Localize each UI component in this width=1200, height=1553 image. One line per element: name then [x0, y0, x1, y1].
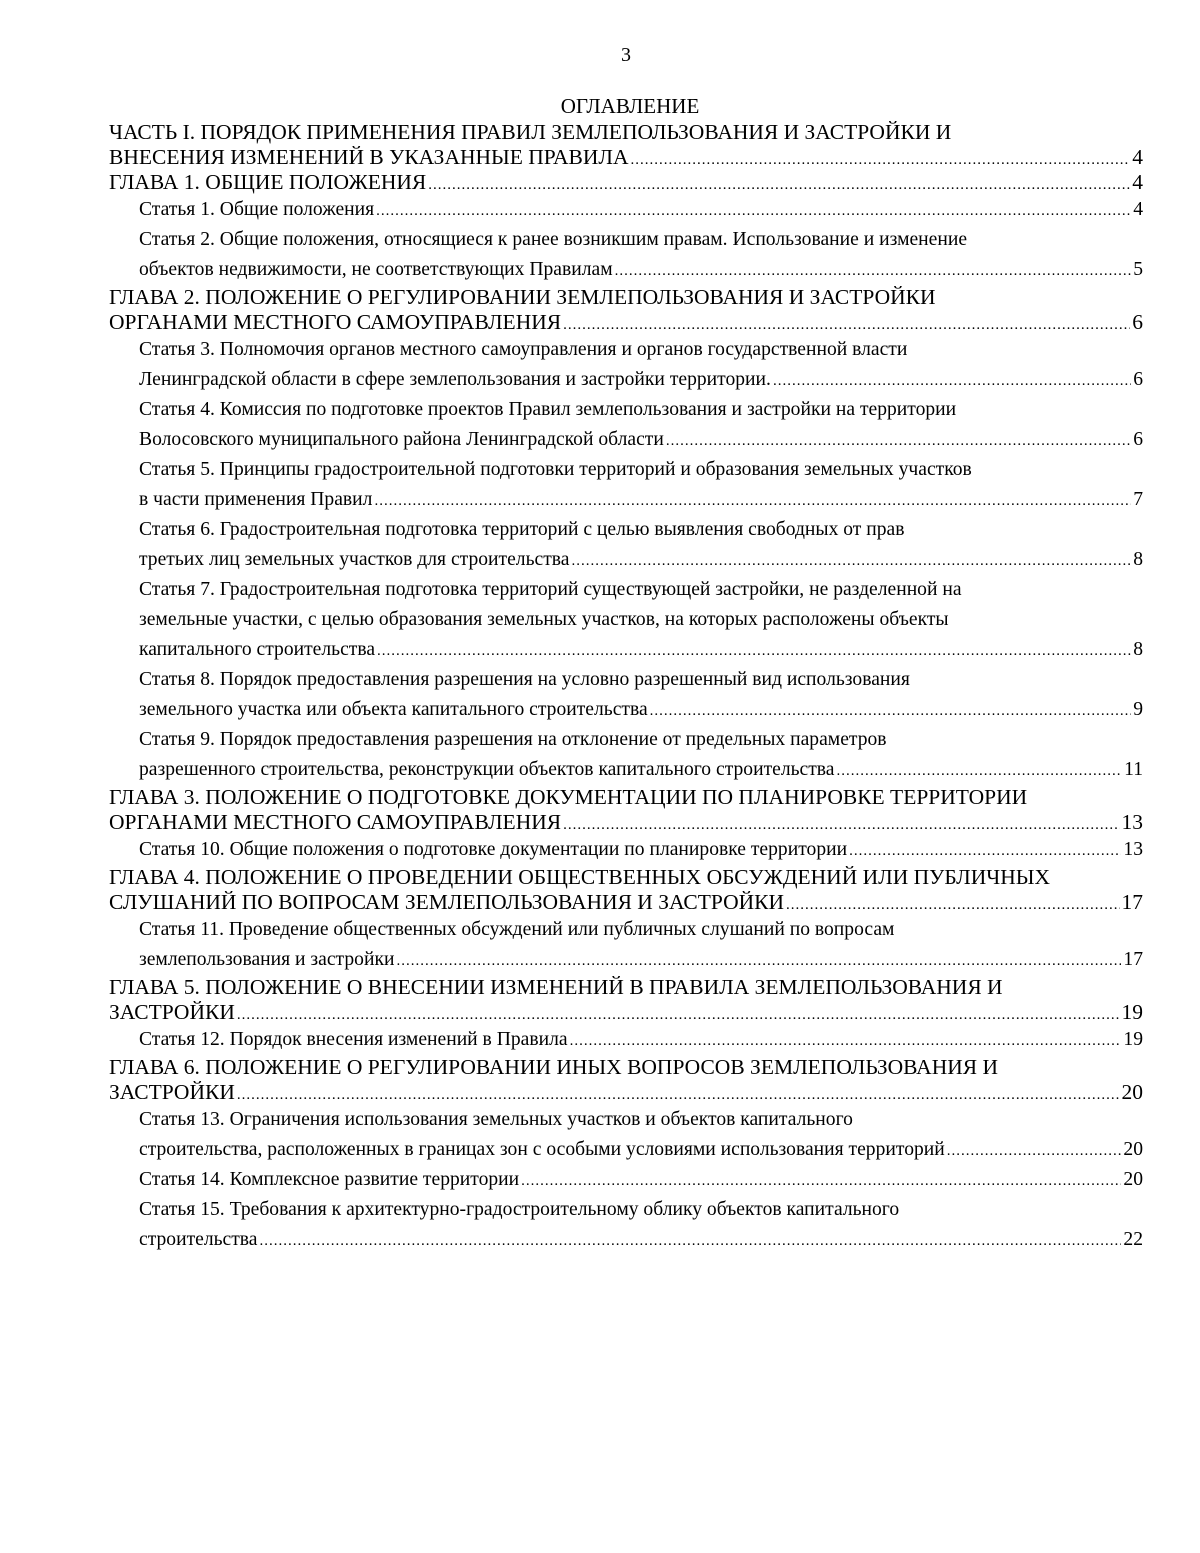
toc-page-number: 19: [1121, 1000, 1143, 1024]
dot-leader: [377, 636, 1131, 666]
toc-entry[interactable]: [109, 835, 1143, 865]
toc-entry[interactable]: [109, 395, 1143, 455]
page-number: 3: [621, 44, 631, 66]
toc-entry[interactable]: [109, 285, 1143, 335]
toc-entry-text: Статья 10. Общие положения о подготовке документации по планировке территории: [139, 839, 848, 860]
toc-entry[interactable]: [109, 785, 1143, 835]
dot-leader: [260, 1226, 1122, 1256]
toc-entry[interactable]: [109, 1105, 1143, 1165]
toc-entry-text: ГЛАВА 6. ПОЛОЖЕНИЕ О РЕГУЛИРОВАНИИ ИНЫХ ВОПРОСОВ ЗЕМЛЕПОЛЬЗОВАНИЯ И: [109, 1055, 998, 1079]
toc-page-number: 4: [1132, 170, 1143, 194]
toc-page-number: 6: [1133, 429, 1143, 450]
toc-entry[interactable]: [109, 455, 1143, 515]
toc-entry-text: ГЛАВА 2. ПОЛОЖЕНИЕ О РЕГУЛИРОВАНИИ ЗЕМЛЕПОЛЬЗОВАНИЯ И ЗАСТРОЙКИ: [109, 285, 936, 309]
toc-page-number: 7: [1133, 489, 1143, 510]
toc-entry[interactable]: [109, 1055, 1143, 1105]
toc-entry-text: третьих лиц земельных участков для строительства: [139, 549, 570, 570]
toc-page-number: 8: [1133, 549, 1143, 570]
toc-entry-text: СЛУШАНИЙ ПО ВОПРОСАМ ЗЕМЛЕПОЛЬЗОВАНИЯ И ЗАСТРОЙКИ: [109, 890, 785, 914]
toc-page-number: 4: [1133, 199, 1143, 220]
toc-entry-text: ГЛАВА 4. ПОЛОЖЕНИЕ О ПРОВЕДЕНИИ ОБЩЕСТВЕННЫХ ОБСУЖДЕНИЙ ИЛИ ПУБЛИЧНЫХ: [109, 865, 1051, 889]
toc-entry[interactable]: [109, 515, 1143, 575]
toc-page-number: 8: [1133, 639, 1143, 660]
dot-leader: [521, 1166, 1121, 1196]
toc-entry[interactable]: [109, 335, 1143, 395]
toc-page-number: 5: [1133, 259, 1143, 280]
toc-entry-text: Статья 15. Требования к архитектурно-градостроительному облику объектов капитального: [139, 1199, 900, 1220]
dot-leader: [376, 196, 1131, 226]
dot-leader: [773, 366, 1131, 396]
toc-entry-text: ОРГАНАМИ МЕСТНОГО САМОУПРАВЛЕНИЯ: [109, 810, 562, 834]
toc-entry[interactable]: [109, 575, 1143, 665]
toc-page-number: 20: [1123, 1169, 1143, 1190]
toc-entry[interactable]: [109, 725, 1143, 785]
toc-entry-text: разрешенного строительства, реконструкции объектов капитального строительства: [139, 759, 835, 780]
toc-entry-text: Статья 14. Комплексное развитие территории: [139, 1169, 520, 1190]
toc-page-number: 20: [1123, 1139, 1143, 1160]
toc-entry[interactable]: [109, 1195, 1143, 1255]
toc-page-number: 6: [1132, 310, 1143, 334]
toc-entry-text: ГЛАВА 5. ПОЛОЖЕНИЕ О ВНЕСЕНИИ ИЗМЕНЕНИЙ В ПРАВИЛА ЗЕМЛЕПОЛЬЗОВАНИЯ И: [109, 975, 1003, 999]
toc-entry[interactable]: [109, 865, 1143, 915]
toc-page-number: 22: [1123, 1229, 1143, 1250]
dot-leader: [650, 696, 1132, 726]
dot-leader: [947, 1136, 1122, 1166]
toc-page-number: 4: [1132, 145, 1143, 169]
toc-entry[interactable]: [109, 120, 1143, 170]
toc-entry-text: Волосовского муниципального района Ленинградской области: [139, 429, 664, 450]
toc-entry-text: Статья 3. Полномочия органов местного самоуправления и органов государственной власти: [139, 339, 908, 360]
toc-page-number: 17: [1123, 949, 1143, 970]
toc-title: ОГЛАВЛЕНИЕ: [560, 94, 700, 118]
toc-entry-text: капитального строительства: [139, 639, 376, 660]
toc-page-number: 19: [1123, 1029, 1143, 1050]
toc-page-number: 13: [1123, 839, 1143, 860]
toc-entry-text: Статья 11. Проведение общественных обсуждений или публичных слушаний по вопросам: [139, 919, 895, 940]
toc-entry-text: ЗАСТРОЙКИ: [109, 1000, 235, 1024]
toc-entry[interactable]: [109, 975, 1143, 1025]
toc-entry-text: строительства: [139, 1229, 258, 1250]
toc-entry-text: Статья 9. Порядок предоставления разрешения на отклонение от предельных параметров: [139, 729, 887, 750]
dot-leader: [666, 426, 1131, 456]
toc-entry-text: Статья 12. Порядок внесения изменений в Правила: [139, 1029, 568, 1050]
toc-entry-text: ЗАСТРОЙКИ: [109, 1080, 235, 1104]
toc-entry-text: Статья 2. Общие положения, относящиеся к ранее возникшим правам. Использование и изменение: [139, 229, 968, 250]
dot-leader: [374, 486, 1131, 516]
toc-entry-text: ЧАСТЬ I. ПОРЯДОК ПРИМЕНЕНИЯ ПРАВИЛ ЗЕМЛЕПОЛЬЗОВАНИЯ И ЗАСТРОЙКИ И: [109, 120, 952, 144]
toc-entry-text: ГЛАВА 3. ПОЛОЖЕНИЕ О ПОДГОТОВКЕ ДОКУМЕНТАЦИИ ПО ПЛАНИРОВКЕ ТЕРРИТОРИИ: [109, 785, 1028, 809]
dot-leader: [849, 836, 1121, 866]
toc-entry[interactable]: [109, 1165, 1143, 1195]
toc-entry-text: землепользования и застройки: [139, 949, 395, 970]
toc-entry-text: объектов недвижимости, не соответствующих Правилам: [139, 259, 613, 280]
toc-entry[interactable]: [109, 665, 1143, 725]
toc-entry-text: Статья 7. Градостроительная подготовка территорий существующей застройки, не разделенной на: [139, 579, 962, 600]
toc-entry-text: ВНЕСЕНИЯ ИЗМЕНЕНИЙ В УКАЗАННЫЕ ПРАВИЛА: [109, 145, 629, 169]
toc-page-number: 13: [1121, 810, 1143, 834]
table-of-contents: [109, 120, 1143, 1255]
toc-entry[interactable]: [109, 915, 1143, 975]
toc-page-number: 11: [1124, 759, 1143, 780]
toc-entry-text: Статья 1. Общие положения: [139, 199, 375, 220]
dot-leader: [571, 546, 1131, 576]
toc-page-number: 20: [1121, 1080, 1143, 1104]
dot-leader: [837, 756, 1123, 786]
toc-entry-text: Статья 6. Градостроительная подготовка территорий с целью выявления свободных от прав: [139, 519, 905, 540]
toc-entry-text: ОРГАНАМИ МЕСТНОГО САМОУПРАВЛЕНИЯ: [109, 310, 562, 334]
toc-page-number: 9: [1133, 699, 1143, 720]
toc-entry-text: земельного участка или объекта капитального строительства: [139, 699, 648, 720]
toc-entry-text: земельные участки, с целью образования земельных участков, на которых расположены объекты: [139, 609, 949, 630]
toc-entry-text: Статья 8. Порядок предоставления разрешения на условно разрешенный вид использования: [139, 669, 910, 690]
toc-entry[interactable]: [109, 170, 1143, 195]
toc-entry-text: ГЛАВА 1. ОБЩИЕ ПОЛОЖЕНИЯ: [109, 170, 427, 194]
toc-entry[interactable]: [109, 1025, 1143, 1055]
toc-entry-text: Статья 4. Комиссия по подготовке проектов Правил землепользования и застройки на территории: [139, 399, 957, 420]
toc-entry-text: Статья 13. Ограничения использования земельных участков и объектов капитального: [139, 1109, 853, 1130]
toc-page-number: 6: [1133, 369, 1143, 390]
toc-entry-text: Статья 5. Принципы градостроительной подготовки территорий и образования земельных участков: [139, 459, 972, 480]
toc-entry-text: строительства, расположенных в границах зон с особыми условиями использования территорий: [139, 1139, 945, 1160]
toc-entry[interactable]: [109, 225, 1143, 285]
toc-entry-text: Ленинградской области в сфере землепользования и застройки территории.: [139, 369, 771, 390]
dot-leader: [570, 1026, 1122, 1056]
toc-page-number: 17: [1121, 890, 1143, 914]
dot-leader: [615, 256, 1132, 286]
toc-entry[interactable]: [109, 195, 1143, 225]
dot-leader: [396, 946, 1121, 976]
toc-entry-text: в части применения Правил: [139, 489, 373, 510]
